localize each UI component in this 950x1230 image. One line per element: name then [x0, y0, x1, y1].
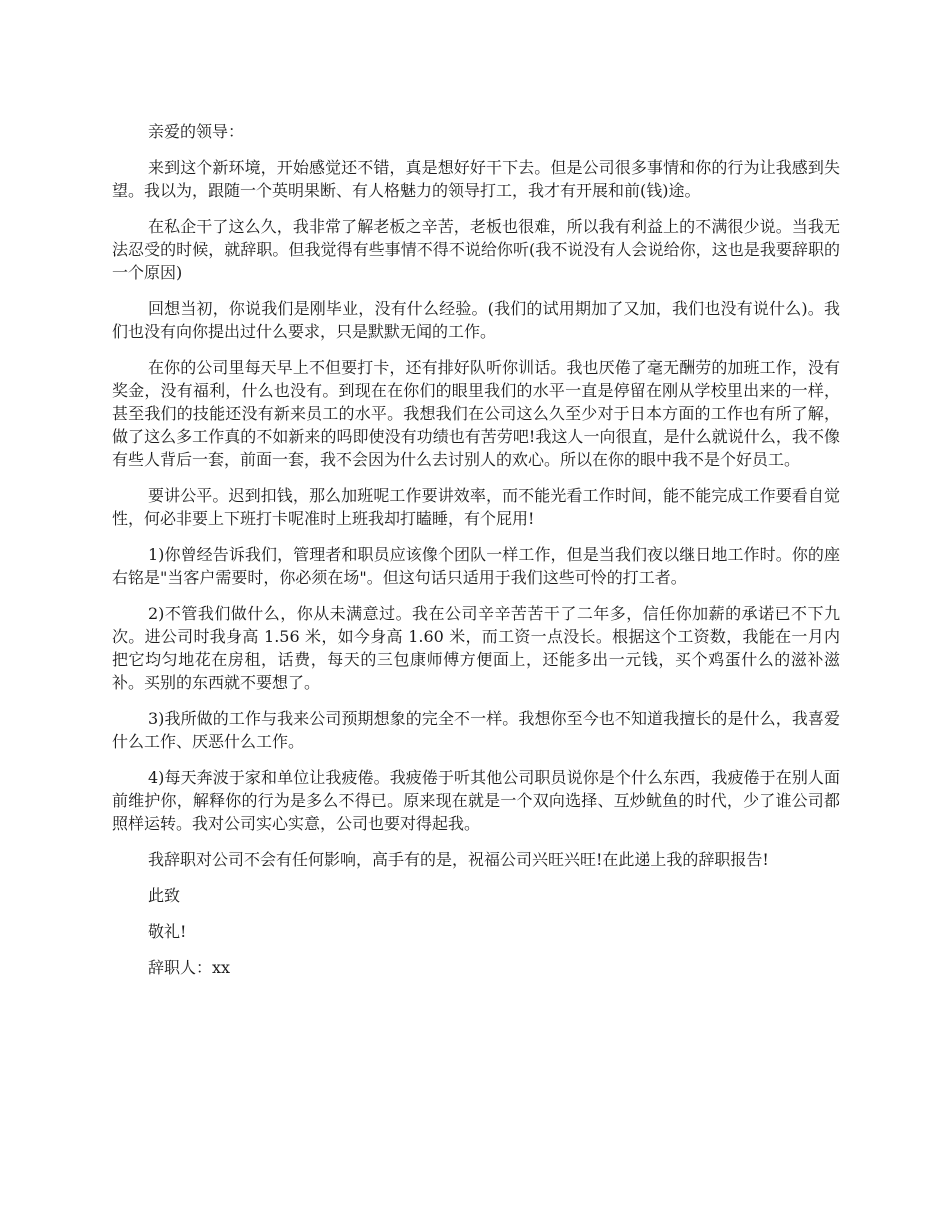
paragraph: 回想当初，你说我们是刚毕业，没有什么经验。(我们的试用期加了又加，我们也没有说什么)。我们也没有向你提出过什么要求，只是默默无闻的工作。 — [112, 299, 840, 341]
salutation: 亲爱的领导： — [148, 122, 245, 141]
paragraph: 在私企干了这么久，我非常了解老板之辛苦，老板也很难，所以我有利益上的不满很少说。当我无法忍受的时候，就辞职。但我觉得有些事情不得不说给你听(我不说没有人会说给你，这也是我要辞职的一个原因) — [112, 217, 840, 282]
paragraph: 2)不管我们做什么，你从未满意过。我在公司辛辛苦苦干了二年多，信任你加薪的承诺已不下九次。进公司时我身高 1.56 米，如今身高 1.60 米，而工资一点没长。根据这个工资数，我能在一月内把它均匀地花在房租，话费，每天的三包康师傅方便面上，还能多出一元钱，买个鸡蛋什么的滋补滋补。买别的东西就不要想了。 — [112, 604, 840, 692]
paragraph: 在你的公司里每天早上不但要打卡，还有排好队听你训话。我也厌倦了毫无酬劳的加班工作，没有奖金，没有福利，什么也没有。到现在在你们的眼里我们的水平一直是停留在刚从学校里出来的一样，甚至我们的技能还没有新来员工的水平。我想我们在公司这么久至少对于日本方面的工作也有所了解，做了这么多工作真的不如新来的吗即使没有功绩也有苦劳吧!我这人一向很直，是什么就说什么，我不像有些人背后一套，前面一套，我不会因为什么去讨别人的欢心。所以在你的眼中我不是个好员工。 — [112, 358, 840, 469]
closing-line: 此致 — [148, 886, 181, 905]
paragraph: 来到这个新环境，开始感觉还不错，真是想好好干下去。但是公司很多事情和你的行为让我感到失望。我以为，跟随一个英明果断、有人格魅力的领导打工，我才有开展和前(钱)途。 — [112, 158, 840, 200]
paragraph: 4)每天奔波于家和单位让我疲倦。我疲倦于听其他公司职员说你是个什么东西，我疲倦于在别人面前维护你，解释你的行为是多么不得已。原来现在就是一个双向选择、互炒鱿鱼的时代，少了谁公司都照样运转。我对公司实心实意，公司也要对得起我。 — [112, 768, 840, 833]
signature: 辞职人：xx — [148, 958, 231, 977]
paragraph: 要讲公平。迟到扣钱，那么加班呢工作要讲效率，而不能光看工作时间，能不能完成工作要看自觉性，何必非要上下班打卡呢准时上班我却打瞌睡，有个屁用! — [112, 486, 840, 528]
letter-body — [112, 120, 840, 992]
closing-salute: 敬礼! — [148, 922, 187, 941]
paragraph: 1)你曾经告诉我们，管理者和职员应该像个团队一样工作，但是当我们夜以继日地工作时。你的座右铭是"当客户需要时，你必须在场"。但这句话只适用于我们这些可怜的打工者。 — [112, 545, 840, 587]
paragraph: 我辞职对公司不会有任何影响，高手有的是，祝福公司兴旺兴旺!在此递上我的辞职报告! — [148, 850, 769, 869]
paragraph: 3)我所做的工作与我来公司预期想象的完全不一样。我想你至今也不知道我擅长的是什么，我喜爱什么工作、厌恶什么工作。 — [112, 709, 840, 751]
